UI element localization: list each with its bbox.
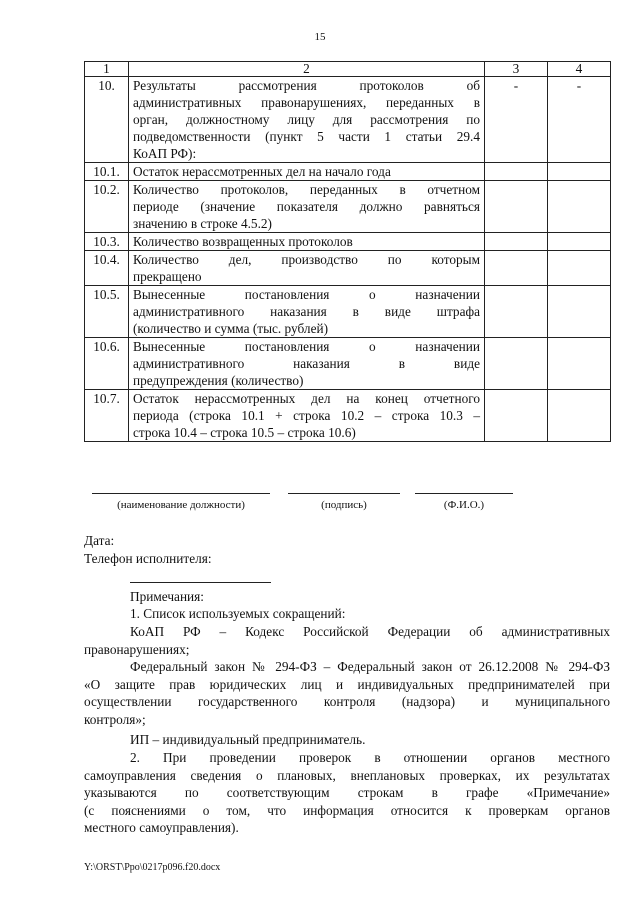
notes-item-1: 1. Список используемых сокращений: [130, 606, 346, 621]
table-row [85, 77, 611, 163]
note-item-2-line: (с пояснениями о том, что информация относится к проверкам органов [84, 802, 610, 818]
row-description-line: административных правонарушениях, переданных в [133, 95, 480, 110]
table-row [85, 390, 611, 442]
header-col-3: 3 [485, 62, 548, 77]
row-value-c4 [548, 251, 611, 286]
row-description-line: Вынесенные постановления о назначении [133, 339, 480, 354]
phone-label: Телефон исполнителя: [84, 551, 212, 566]
row-description [129, 338, 485, 390]
row-description-line: предупреждения (количество) [133, 373, 304, 388]
row-description-line: административного наказания в виде штрафа [133, 304, 480, 319]
row-number: 10.2. [85, 181, 129, 233]
row-description-line: Количество возвращенных протоколов [133, 234, 353, 249]
row-description [129, 286, 485, 338]
note-law [84, 658, 610, 728]
row-description-line: периода (строка 10.1 + строка 10.2 – строка 10.3 – [133, 408, 480, 423]
table-header-row [85, 62, 611, 77]
row-value-c3 [485, 338, 548, 390]
table-row [85, 286, 611, 338]
note-item-2-line: местного самоуправления). [84, 820, 239, 835]
note-law-line: Федеральный закон № 294-ФЗ – Федеральный закон от 26.12.2008 № 294-ФЗ [130, 659, 610, 674]
position-label: (наименование должности) [117, 499, 245, 511]
name-label: (Ф.И.О.) [443, 499, 485, 511]
row-description-line: административного наказания в виде [133, 356, 480, 371]
row-description [129, 390, 485, 442]
row-description-line: подведомственности (пункт 5 части 1 статьи 29.4 [133, 129, 480, 144]
header-col-4: 4 [548, 62, 611, 77]
row-description-line: (количество и сумма (тыс. рублей) [133, 321, 329, 336]
header-col-2: 2 [129, 62, 485, 77]
row-value-c4 [548, 286, 611, 338]
row-value-c3 [485, 163, 548, 181]
row-value-c3 [485, 251, 548, 286]
note-item-2-line: указываются по соответствующим строкам в графе «Примечание» [84, 785, 610, 800]
row-value-c4 [548, 338, 611, 390]
row-number: 10. [85, 77, 129, 163]
file-path: Y:\ORST\Ppo\0217p096.f20.docx [84, 862, 221, 873]
table-row [85, 181, 611, 233]
note-law-line: «О защите прав юридических лиц и индивидуальных предпринимателей при [84, 676, 610, 692]
row-description-line: орган, должностному лицу для рассмотрения по [133, 112, 480, 127]
row-number: 10.5. [85, 286, 129, 338]
note-item-2 [84, 749, 610, 837]
name-signature-line [415, 493, 513, 494]
row-number: 10.4. [85, 251, 129, 286]
note-koap-line: правонарушениях; [84, 641, 190, 657]
row-value-c4 [548, 233, 611, 251]
row-description [129, 77, 485, 163]
row-value-c4 [548, 390, 611, 442]
row-value-c4 [548, 181, 611, 233]
row-value-c3 [485, 286, 548, 338]
row-description [129, 181, 485, 233]
row-description-line: прекращено [133, 269, 202, 284]
notes-title: Примечания: [130, 589, 204, 604]
row-description-line: значению в строке 4.5.2) [133, 216, 272, 231]
row-value-c4 [548, 163, 611, 181]
row-value-c3: - [485, 77, 548, 163]
table-row [85, 233, 611, 251]
header-col-1: 1 [85, 62, 129, 77]
row-description-line: Результаты рассмотрения протоколов об [133, 78, 480, 93]
row-description-line: строка 10.4 – строка 10.5 – строка 10.6) [133, 425, 356, 440]
row-number: 10.1. [85, 163, 129, 181]
row-description-line: Остаток нерассмотренных дел на начало года [133, 164, 391, 179]
row-value-c3 [485, 233, 548, 251]
row-number: 10.6. [85, 338, 129, 390]
row-description-line: Остаток нерассмотренных дел на конец отчетного [133, 391, 480, 406]
signature-line [288, 493, 400, 494]
row-value-c3 [485, 181, 548, 233]
row-description-line: Количество дел, производство по которым [133, 252, 480, 267]
row-description-line: Вынесенные постановления о назначении [133, 287, 480, 302]
note-law-line: контроля»; [84, 711, 146, 727]
signature-label: (подпись) [321, 499, 367, 511]
note-item-2-line: самоуправления сведения о плановых, внеплановых проверках, их результатах [84, 767, 610, 783]
table-row [85, 251, 611, 286]
row-value-c4: - [548, 77, 611, 163]
row-description [129, 251, 485, 286]
row-description [129, 163, 485, 181]
note-ip: ИП – индивидуальный предприниматель. [130, 732, 366, 747]
report-table [84, 61, 611, 442]
row-description-line: Количество протоколов, переданных в отчетном [133, 182, 480, 197]
note-koap-line: КоАП РФ – Кодекс Российской Федерации об административных [130, 624, 610, 639]
row-description [129, 233, 485, 251]
row-description-line: периоде (значение показателя должно равняться [133, 199, 480, 214]
table-row [85, 338, 611, 390]
row-value-c3 [485, 390, 548, 442]
note-item-2-line: 2. При проведении проверок в отношении органов местного [130, 750, 610, 765]
row-description-line: КоАП РФ): [133, 146, 197, 161]
row-number: 10.7. [85, 390, 129, 442]
row-number: 10.3. [85, 233, 129, 251]
page-number: 15 [314, 31, 326, 43]
note-law-line: осуществлении государственного контроля (надзора) и муниципального [84, 694, 610, 709]
footnote-rule [130, 582, 271, 583]
table-row [85, 163, 611, 181]
note-koap [84, 623, 610, 658]
position-signature-line [92, 493, 270, 494]
date-label: Дата: [84, 533, 115, 548]
